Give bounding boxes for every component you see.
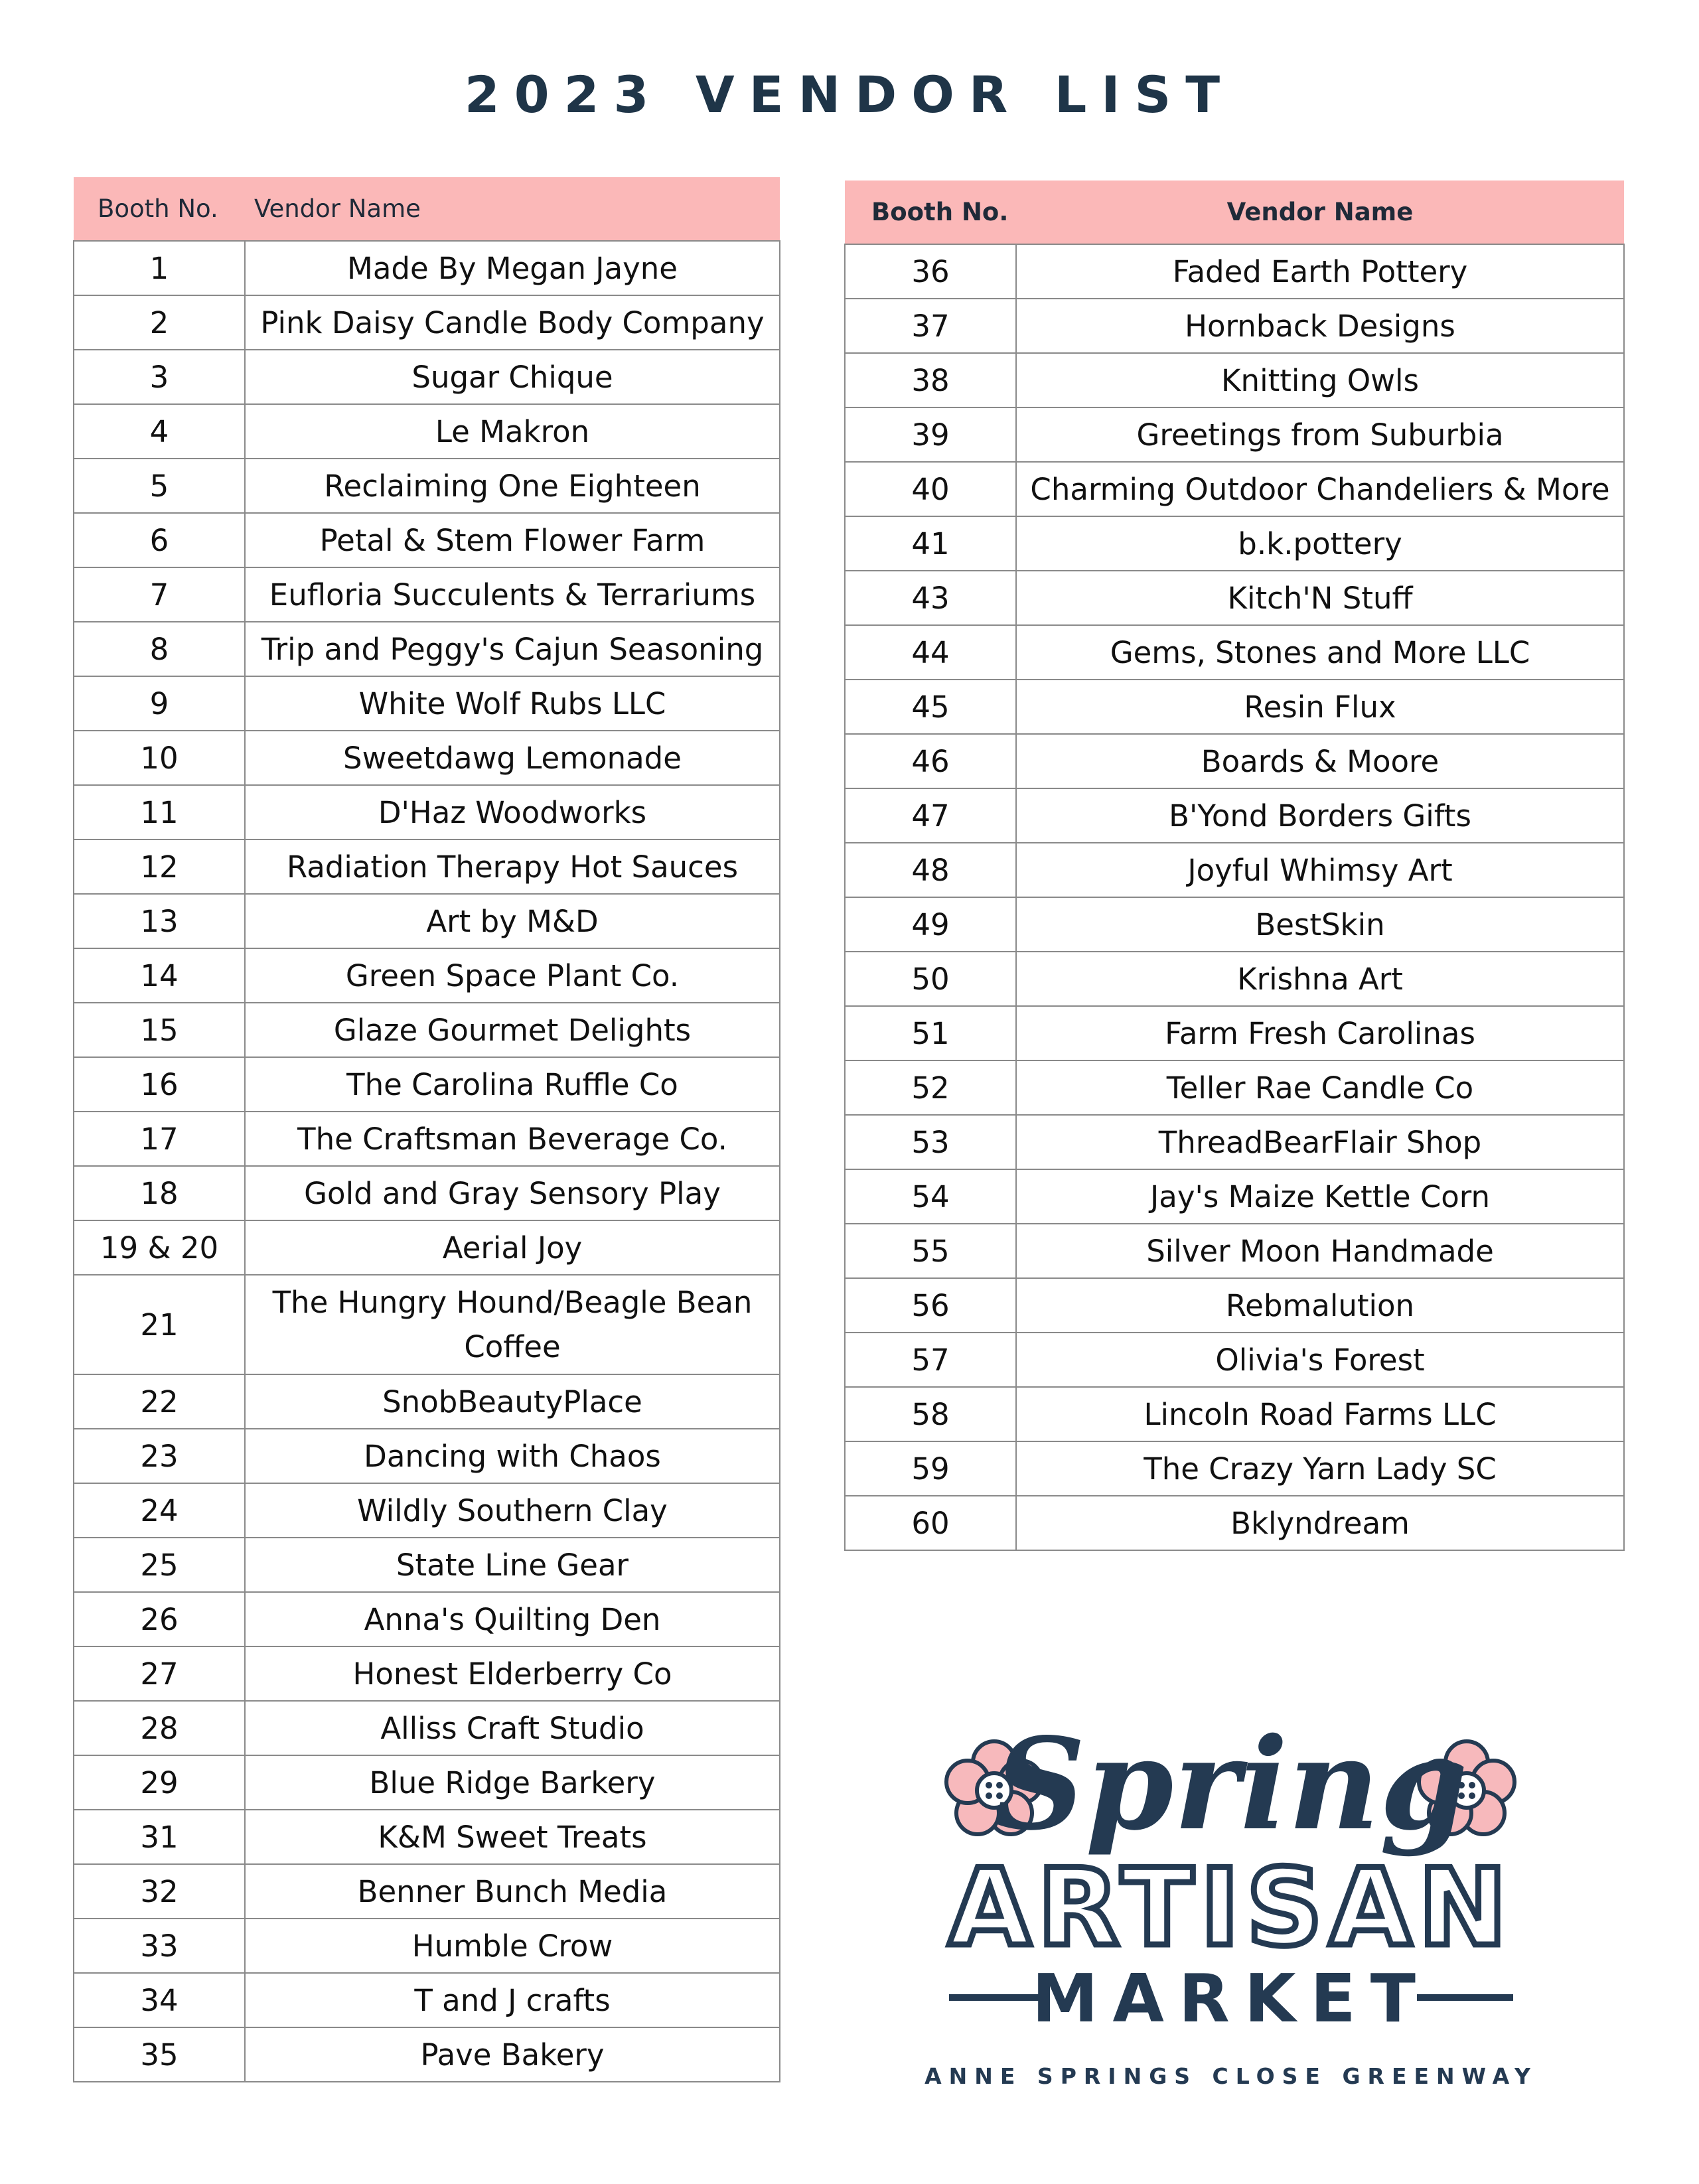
table-header-row xyxy=(845,181,1624,244)
table-row xyxy=(74,839,780,894)
vendor-name: Anna's Quilting Den xyxy=(245,1592,780,1646)
booth-number: 49 xyxy=(845,897,1016,952)
table-row xyxy=(74,513,780,567)
vendor-name: Reclaiming One Eighteen xyxy=(245,459,780,513)
vendor-name: Gems, Stones and More LLC xyxy=(1016,625,1624,680)
table-row xyxy=(845,680,1624,734)
vendor-name: Krishna Art xyxy=(1016,952,1624,1006)
vendor-name: The Craftsman Beverage Co. xyxy=(245,1112,780,1166)
booth-number: 45 xyxy=(845,680,1016,734)
booth-number: 19 & 20 xyxy=(74,1220,245,1275)
booth-column-header: Booth No. xyxy=(74,177,245,241)
table-row xyxy=(74,1483,780,1538)
table-row xyxy=(845,952,1624,1006)
vendor-name: The Hungry Hound/Beagle Bean Coffee xyxy=(245,1275,780,1374)
table-row xyxy=(74,1275,780,1374)
vendor-name: Silver Moon Handmade xyxy=(1016,1224,1624,1278)
vendor-name: State Line Gear xyxy=(245,1538,780,1592)
booth-number: 12 xyxy=(74,839,245,894)
booth-number: 4 xyxy=(74,404,245,459)
table-row xyxy=(74,241,780,295)
vendor-name: ThreadBearFlair Shop xyxy=(1016,1115,1624,1169)
vendor-name: Humble Crow xyxy=(245,1919,780,1973)
vendor-name: Greetings from Suburbia xyxy=(1016,407,1624,462)
booth-number: 59 xyxy=(845,1441,1016,1496)
table-row xyxy=(74,948,780,1003)
booth-number: 60 xyxy=(845,1496,1016,1550)
booth-number: 50 xyxy=(845,952,1016,1006)
vendor-name: Charming Outdoor Chandeliers & More xyxy=(1016,462,1624,516)
booth-number: 53 xyxy=(845,1115,1016,1169)
booth-number: 44 xyxy=(845,625,1016,680)
vendor-name: B'Yond Borders Gifts xyxy=(1016,788,1624,843)
table-row xyxy=(845,734,1624,788)
vendor-name: Olivia's Forest xyxy=(1016,1333,1624,1387)
logo-artisan-word: ARTISAN xyxy=(948,1846,1514,1970)
table-header-row xyxy=(74,177,780,241)
booth-number: 47 xyxy=(845,788,1016,843)
booth-number: 39 xyxy=(845,407,1016,462)
vendor-name: White Wolf Rubs LLC xyxy=(245,676,780,731)
table-row xyxy=(845,1115,1624,1169)
table-row xyxy=(845,516,1624,571)
booth-number: 23 xyxy=(74,1429,245,1483)
booth-number: 40 xyxy=(845,462,1016,516)
table-row xyxy=(845,571,1624,625)
table-row xyxy=(845,1224,1624,1278)
booth-number: 8 xyxy=(74,622,245,676)
booth-number: 2 xyxy=(74,295,245,350)
page-title: 2023 VENDOR LIST xyxy=(464,65,1235,124)
table-row xyxy=(845,625,1624,680)
table-row xyxy=(74,350,780,404)
vendor-name: Made By Megan Jayne xyxy=(245,241,780,295)
table-row xyxy=(74,1864,780,1919)
vendor-name: Faded Earth Pottery xyxy=(1016,244,1624,299)
vendor-name: Sugar Chique xyxy=(245,350,780,404)
booth-number: 3 xyxy=(74,350,245,404)
booth-number: 37 xyxy=(845,299,1016,353)
logo-script-word: Spring xyxy=(994,1712,1468,1858)
table-row xyxy=(74,1003,780,1057)
table-row xyxy=(74,567,780,622)
vendor-name: Green Space Plant Co. xyxy=(245,948,780,1003)
booth-number: 38 xyxy=(845,353,1016,407)
booth-number: 21 xyxy=(74,1275,245,1374)
vendor-name: Benner Bunch Media xyxy=(245,1864,780,1919)
table-row xyxy=(845,1496,1624,1550)
vendor-name: Kitch'N Stuff xyxy=(1016,571,1624,625)
booth-number: 13 xyxy=(74,894,245,948)
table-row xyxy=(74,459,780,513)
vendor-name: Jay's Maize Kettle Corn xyxy=(1016,1169,1624,1224)
table-row xyxy=(845,788,1624,843)
vendor-table-left xyxy=(73,177,780,2082)
booth-column-header: Booth No. xyxy=(845,181,1016,244)
table-row xyxy=(74,1429,780,1483)
vendor-name: Farm Fresh Carolinas xyxy=(1016,1006,1624,1060)
table-row xyxy=(74,295,780,350)
vendor-table-right xyxy=(844,181,1625,1551)
booth-number: 16 xyxy=(74,1057,245,1112)
table-row xyxy=(74,1374,780,1429)
vendor-name: T and J crafts xyxy=(245,1973,780,2027)
booth-number: 51 xyxy=(845,1006,1016,1060)
vendor-name: Art by M&D xyxy=(245,894,780,948)
table-row xyxy=(74,1057,780,1112)
table-row xyxy=(74,1166,780,1220)
table-row xyxy=(845,353,1624,407)
table-row xyxy=(845,244,1624,299)
booth-number: 32 xyxy=(74,1864,245,1919)
booth-number: 1 xyxy=(74,241,245,295)
table-row xyxy=(845,843,1624,897)
vendor-name: Pave Bakery xyxy=(245,2027,780,2082)
booth-number: 55 xyxy=(845,1224,1016,1278)
vendor-name: K&M Sweet Treats xyxy=(245,1810,780,1864)
booth-number: 10 xyxy=(74,731,245,785)
table-row xyxy=(74,2027,780,2082)
table-row xyxy=(74,894,780,948)
vendor-name: D'Haz Woodworks xyxy=(245,785,780,839)
table-row xyxy=(845,407,1624,462)
vendor-name: Aerial Joy xyxy=(245,1220,780,1275)
booth-number: 35 xyxy=(74,2027,245,2082)
booth-number: 22 xyxy=(74,1374,245,1429)
booth-number: 46 xyxy=(845,734,1016,788)
booth-number: 28 xyxy=(74,1701,245,1755)
vendor-name: The Crazy Yarn Lady SC xyxy=(1016,1441,1624,1496)
table-row xyxy=(74,676,780,731)
booth-number: 48 xyxy=(845,843,1016,897)
booth-number: 24 xyxy=(74,1483,245,1538)
table-row xyxy=(845,897,1624,952)
vendor-name: Le Makron xyxy=(245,404,780,459)
table-row xyxy=(845,299,1624,353)
table-row xyxy=(845,1060,1624,1115)
table-row xyxy=(74,1646,780,1701)
booth-number: 14 xyxy=(74,948,245,1003)
booth-number: 9 xyxy=(74,676,245,731)
table-row xyxy=(845,1441,1624,1496)
vendor-name: Petal & Stem Flower Farm xyxy=(245,513,780,567)
vendor-name: Hornback Designs xyxy=(1016,299,1624,353)
table-row xyxy=(74,731,780,785)
table-row xyxy=(74,1755,780,1810)
vendor-name: Gold and Gray Sensory Play xyxy=(245,1166,780,1220)
table-row xyxy=(74,1810,780,1864)
table-row xyxy=(74,1919,780,1973)
vendor-name: Knitting Owls xyxy=(1016,353,1624,407)
booth-number: 56 xyxy=(845,1278,1016,1333)
vendor-name: Rebmalution xyxy=(1016,1278,1624,1333)
booth-number: 41 xyxy=(845,516,1016,571)
booth-number: 31 xyxy=(74,1810,245,1864)
booth-number: 11 xyxy=(74,785,245,839)
booth-number: 34 xyxy=(74,1973,245,2027)
table-row xyxy=(74,1701,780,1755)
booth-number: 33 xyxy=(74,1919,245,1973)
table-row xyxy=(74,1220,780,1275)
table-row xyxy=(74,622,780,676)
vendor-name: Bklyndream xyxy=(1016,1496,1624,1550)
booth-number: 26 xyxy=(74,1592,245,1646)
vendor-table-left-body xyxy=(74,241,780,2082)
booth-number: 17 xyxy=(74,1112,245,1166)
vendor-name: Sweetdawg Lemonade xyxy=(245,731,780,785)
table-row xyxy=(845,1169,1624,1224)
vendor-name: Eufloria Succulents & Terrariums xyxy=(245,567,780,622)
vendor-table-right-body xyxy=(845,244,1624,1550)
vendor-name: Lincoln Road Farms LLC xyxy=(1016,1387,1624,1441)
table-row xyxy=(74,404,780,459)
booth-number: 58 xyxy=(845,1387,1016,1441)
booth-number: 43 xyxy=(845,571,1016,625)
vendor-name: Trip and Peggy's Cajun Seasoning xyxy=(245,622,780,676)
vendor-name: Dancing with Chaos xyxy=(245,1429,780,1483)
table-row xyxy=(74,1112,780,1166)
table-row xyxy=(74,785,780,839)
booth-number: 54 xyxy=(845,1169,1016,1224)
table-row xyxy=(845,1333,1624,1387)
table-row xyxy=(74,1592,780,1646)
logo-tagline: ANNE SPRINGS CLOSE GREENWAY xyxy=(924,2063,1538,2089)
vendor-name: Glaze Gourmet Delights xyxy=(245,1003,780,1057)
spring-artisan-market-logo xyxy=(916,1712,1546,2110)
booth-number: 27 xyxy=(74,1646,245,1701)
table-row xyxy=(74,1538,780,1592)
vendor-column-header: Vendor Name xyxy=(1016,181,1624,244)
logo-market-word: MARKET xyxy=(1032,1960,1430,2037)
vendor-name: Joyful Whimsy Art xyxy=(1016,843,1624,897)
table-row xyxy=(74,1973,780,2027)
vendor-name: SnobBeautyPlace xyxy=(245,1374,780,1429)
vendor-name: Teller Rae Candle Co xyxy=(1016,1060,1624,1115)
booth-number: 5 xyxy=(74,459,245,513)
vendor-name: Blue Ridge Barkery xyxy=(245,1755,780,1810)
booth-number: 36 xyxy=(845,244,1016,299)
table-row xyxy=(845,1278,1624,1333)
vendor-name: Honest Elderberry Co xyxy=(245,1646,780,1701)
table-row xyxy=(845,1387,1624,1441)
vendor-column-header: Vendor Name xyxy=(245,177,780,241)
table-row xyxy=(845,462,1624,516)
vendor-name: b.k.pottery xyxy=(1016,516,1624,571)
booth-number: 52 xyxy=(845,1060,1016,1115)
vendor-name: Resin Flux xyxy=(1016,680,1624,734)
vendor-name: The Carolina Ruffle Co xyxy=(245,1057,780,1112)
table-row xyxy=(845,1006,1624,1060)
vendor-name: Alliss Craft Studio xyxy=(245,1701,780,1755)
booth-number: 25 xyxy=(74,1538,245,1592)
vendor-name: BestSkin xyxy=(1016,897,1624,952)
booth-number: 29 xyxy=(74,1755,245,1810)
vendor-name: Pink Daisy Candle Body Company xyxy=(245,295,780,350)
vendor-name: Radiation Therapy Hot Sauces xyxy=(245,839,780,894)
vendor-name: Boards & Moore xyxy=(1016,734,1624,788)
booth-number: 57 xyxy=(845,1333,1016,1387)
booth-number: 18 xyxy=(74,1166,245,1220)
booth-number: 6 xyxy=(74,513,245,567)
booth-number: 7 xyxy=(74,567,245,622)
booth-number: 15 xyxy=(74,1003,245,1057)
vendor-name: Wildly Southern Clay xyxy=(245,1483,780,1538)
